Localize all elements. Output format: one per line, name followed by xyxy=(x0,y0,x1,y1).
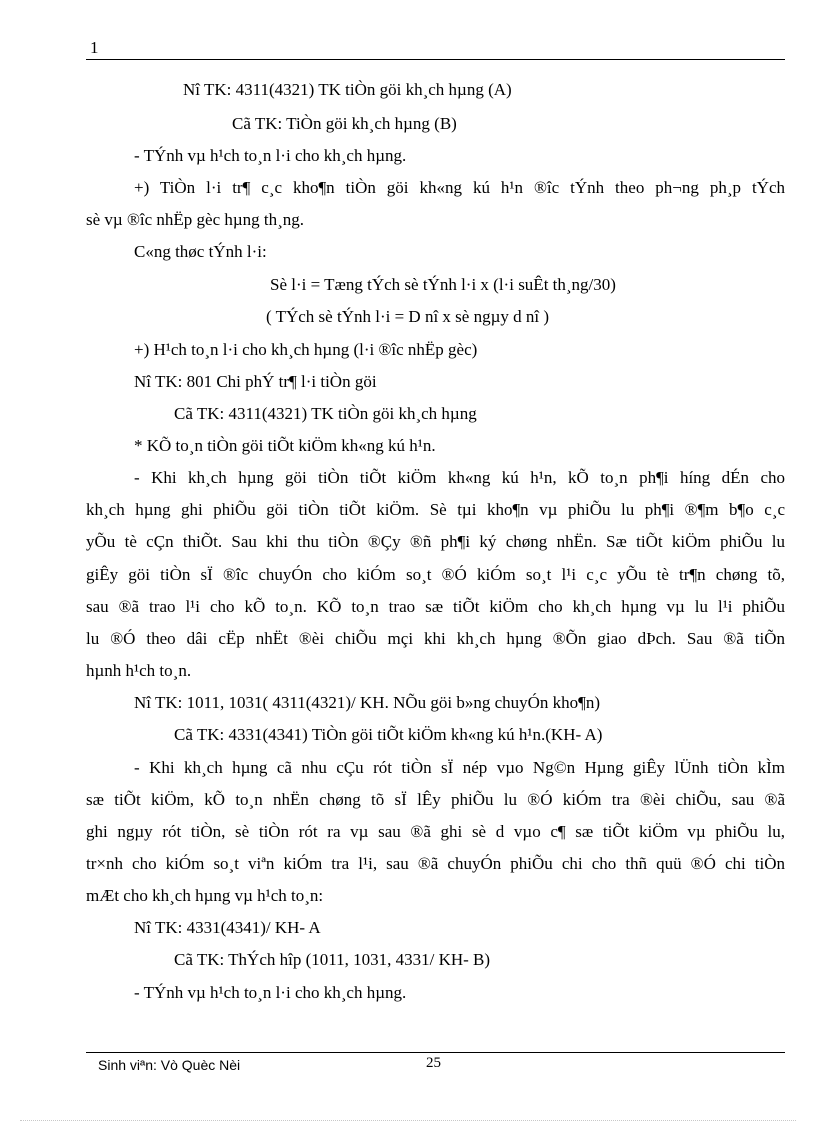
text-line: ( TÝch sè tÝnh l·i = D nî x sè ngµy d nî ) xyxy=(266,307,550,326)
text-line: Cã TK: 4311(4321) TK tiÒn göi kh¸ch hµng xyxy=(174,404,477,423)
header-divider xyxy=(86,59,785,60)
text-line: - Khi kh¸ch hµng cã nhu cÇu rót tiÒn sÏ nép vµo Ng©n Hµng giÊy lÜnh tiÒn kÌm xyxy=(134,758,785,777)
text-line: - TÝnh vµ h¹ch to¸n l·i cho kh¸ch hµng. xyxy=(134,146,407,165)
text-line: giÊy göi tiÒn sÏ ®îc chuyÓn cho kiÓm so¸t ®Ó kiÓm so¸t l¹i c¸c yÕu tè tr¶n chøng tõ, xyxy=(86,565,785,584)
text-line: +) H¹ch to¸n l·i cho kh¸ch hµng (l·i ®îc nhËp gèc) xyxy=(134,340,478,359)
text-line: Nî TK: 4311(4321) TK tiÒn göi kh¸ch hµng (A) xyxy=(183,80,512,99)
text-line: - Khi kh¸ch hµng göi tiÒn tiÕt kiÖm kh«ng kú h¹n, kÕ to¸n ph¶i híng dÉn cho xyxy=(134,468,785,487)
text-line: Sè l·i = Tæng tÝch sè tÝnh l·i x (l·i suÊt th¸ng/30) xyxy=(270,275,616,294)
text-line: +) TiÒn l·i tr¶ c¸c kho¶n tiÒn göi kh«ng kú h¹n ®îc tÝnh theo ph¬ng ph¸p tÝch xyxy=(134,178,785,197)
text-line: Nî TK: 4331(4341)/ KH- A xyxy=(134,918,321,937)
page-edge-divider xyxy=(20,1120,796,1121)
text-line: Cã TK: TiÒn göi kh¸ch hµng (B) xyxy=(232,114,457,133)
footer-divider xyxy=(86,1052,785,1053)
text-line: sau ®ã trao l¹i cho kÕ to¸n. KÕ to¸n trao sæ tiÕt kiÖm cho kh¸ch hµng vµ lu l¹i phiÕu xyxy=(86,597,785,616)
text-line: mÆt cho kh¸ch hµng vµ h¹ch to¸n: xyxy=(86,886,324,905)
text-line: tr×nh cho kiÓm so¸t viªn kiÓm tra l¹i, sau ®ã chuyÓn phiÕu chi cho thñ quü ®Ó chi tiÒn xyxy=(86,854,785,873)
text-line: Cã TK: ThÝch hîp (1011, 1031, 4331/ KH- B) xyxy=(174,950,491,969)
footer-student: Sinh viªn: Vò Quèc Nèi xyxy=(98,1057,241,1073)
text-line: kh¸ch hµng ghi phiÕu göi tiÒn tiÕt kiÖm. Sè tµi kho¶n vµ phiÕu lu ph¶i ®¶m b¶o c¸c xyxy=(86,500,785,519)
text-line: Cã TK: 4331(4341) TiÒn göi tiÕt kiÖm kh«ng kú h¹n.(KH- A) xyxy=(174,725,603,744)
text-line: C«ng thøc tÝnh l·i: xyxy=(134,242,267,261)
text-line: - TÝnh vµ h¹ch to¸n l·i cho kh¸ch hµng. xyxy=(134,983,407,1002)
text-line: ghi ngµy rót tiÒn, sè tiÒn rót ra vµ sau ®ã ghi sè d vµo c¶ sæ tiÕt kiÖm vµ phiÕu lu, xyxy=(86,822,785,841)
text-line: hµnh h¹ch to¸n. xyxy=(86,661,192,680)
text-line: Nî TK: 801 Chi phÝ tr¶ l·i tiÒn göi xyxy=(134,372,377,391)
text-line: yÕu tè cÇn thiÕt. Sau khi thu tiÒn ®Çy ®ñ ph¶i ký chøng nhËn. Sæ tiÕt kiÖm phiÕu lu xyxy=(86,532,785,551)
text-line: sè vµ ®îc nhËp gèc hµng th¸ng. xyxy=(86,210,305,229)
text-line: Nî TK: 1011, 1031( 4311(4321)/ KH. NÕu göi b»ng chuyÓn kho¶n) xyxy=(134,693,601,712)
footer-page-number: 25 xyxy=(426,1055,441,1071)
text-line: lu ®Ó theo dâi cËp nhËt ®èi chiÕu mçi khi kh¸ch hµng ®Õn giao dÞch. Sau ®ã tiÕn xyxy=(86,629,785,648)
text-line: * KÕ to¸n tiÒn göi tiÕt kiÖm kh«ng kú h¹n. xyxy=(134,436,436,455)
header-page-index: 1 xyxy=(90,38,99,57)
text-line: sæ tiÕt kiÖm, kÕ to¸n nhËn chøng tõ sÏ lÊy phiÕu lu ®Ó kiÓm tra ®èi chiÕu, sau ®ã xyxy=(86,790,785,809)
